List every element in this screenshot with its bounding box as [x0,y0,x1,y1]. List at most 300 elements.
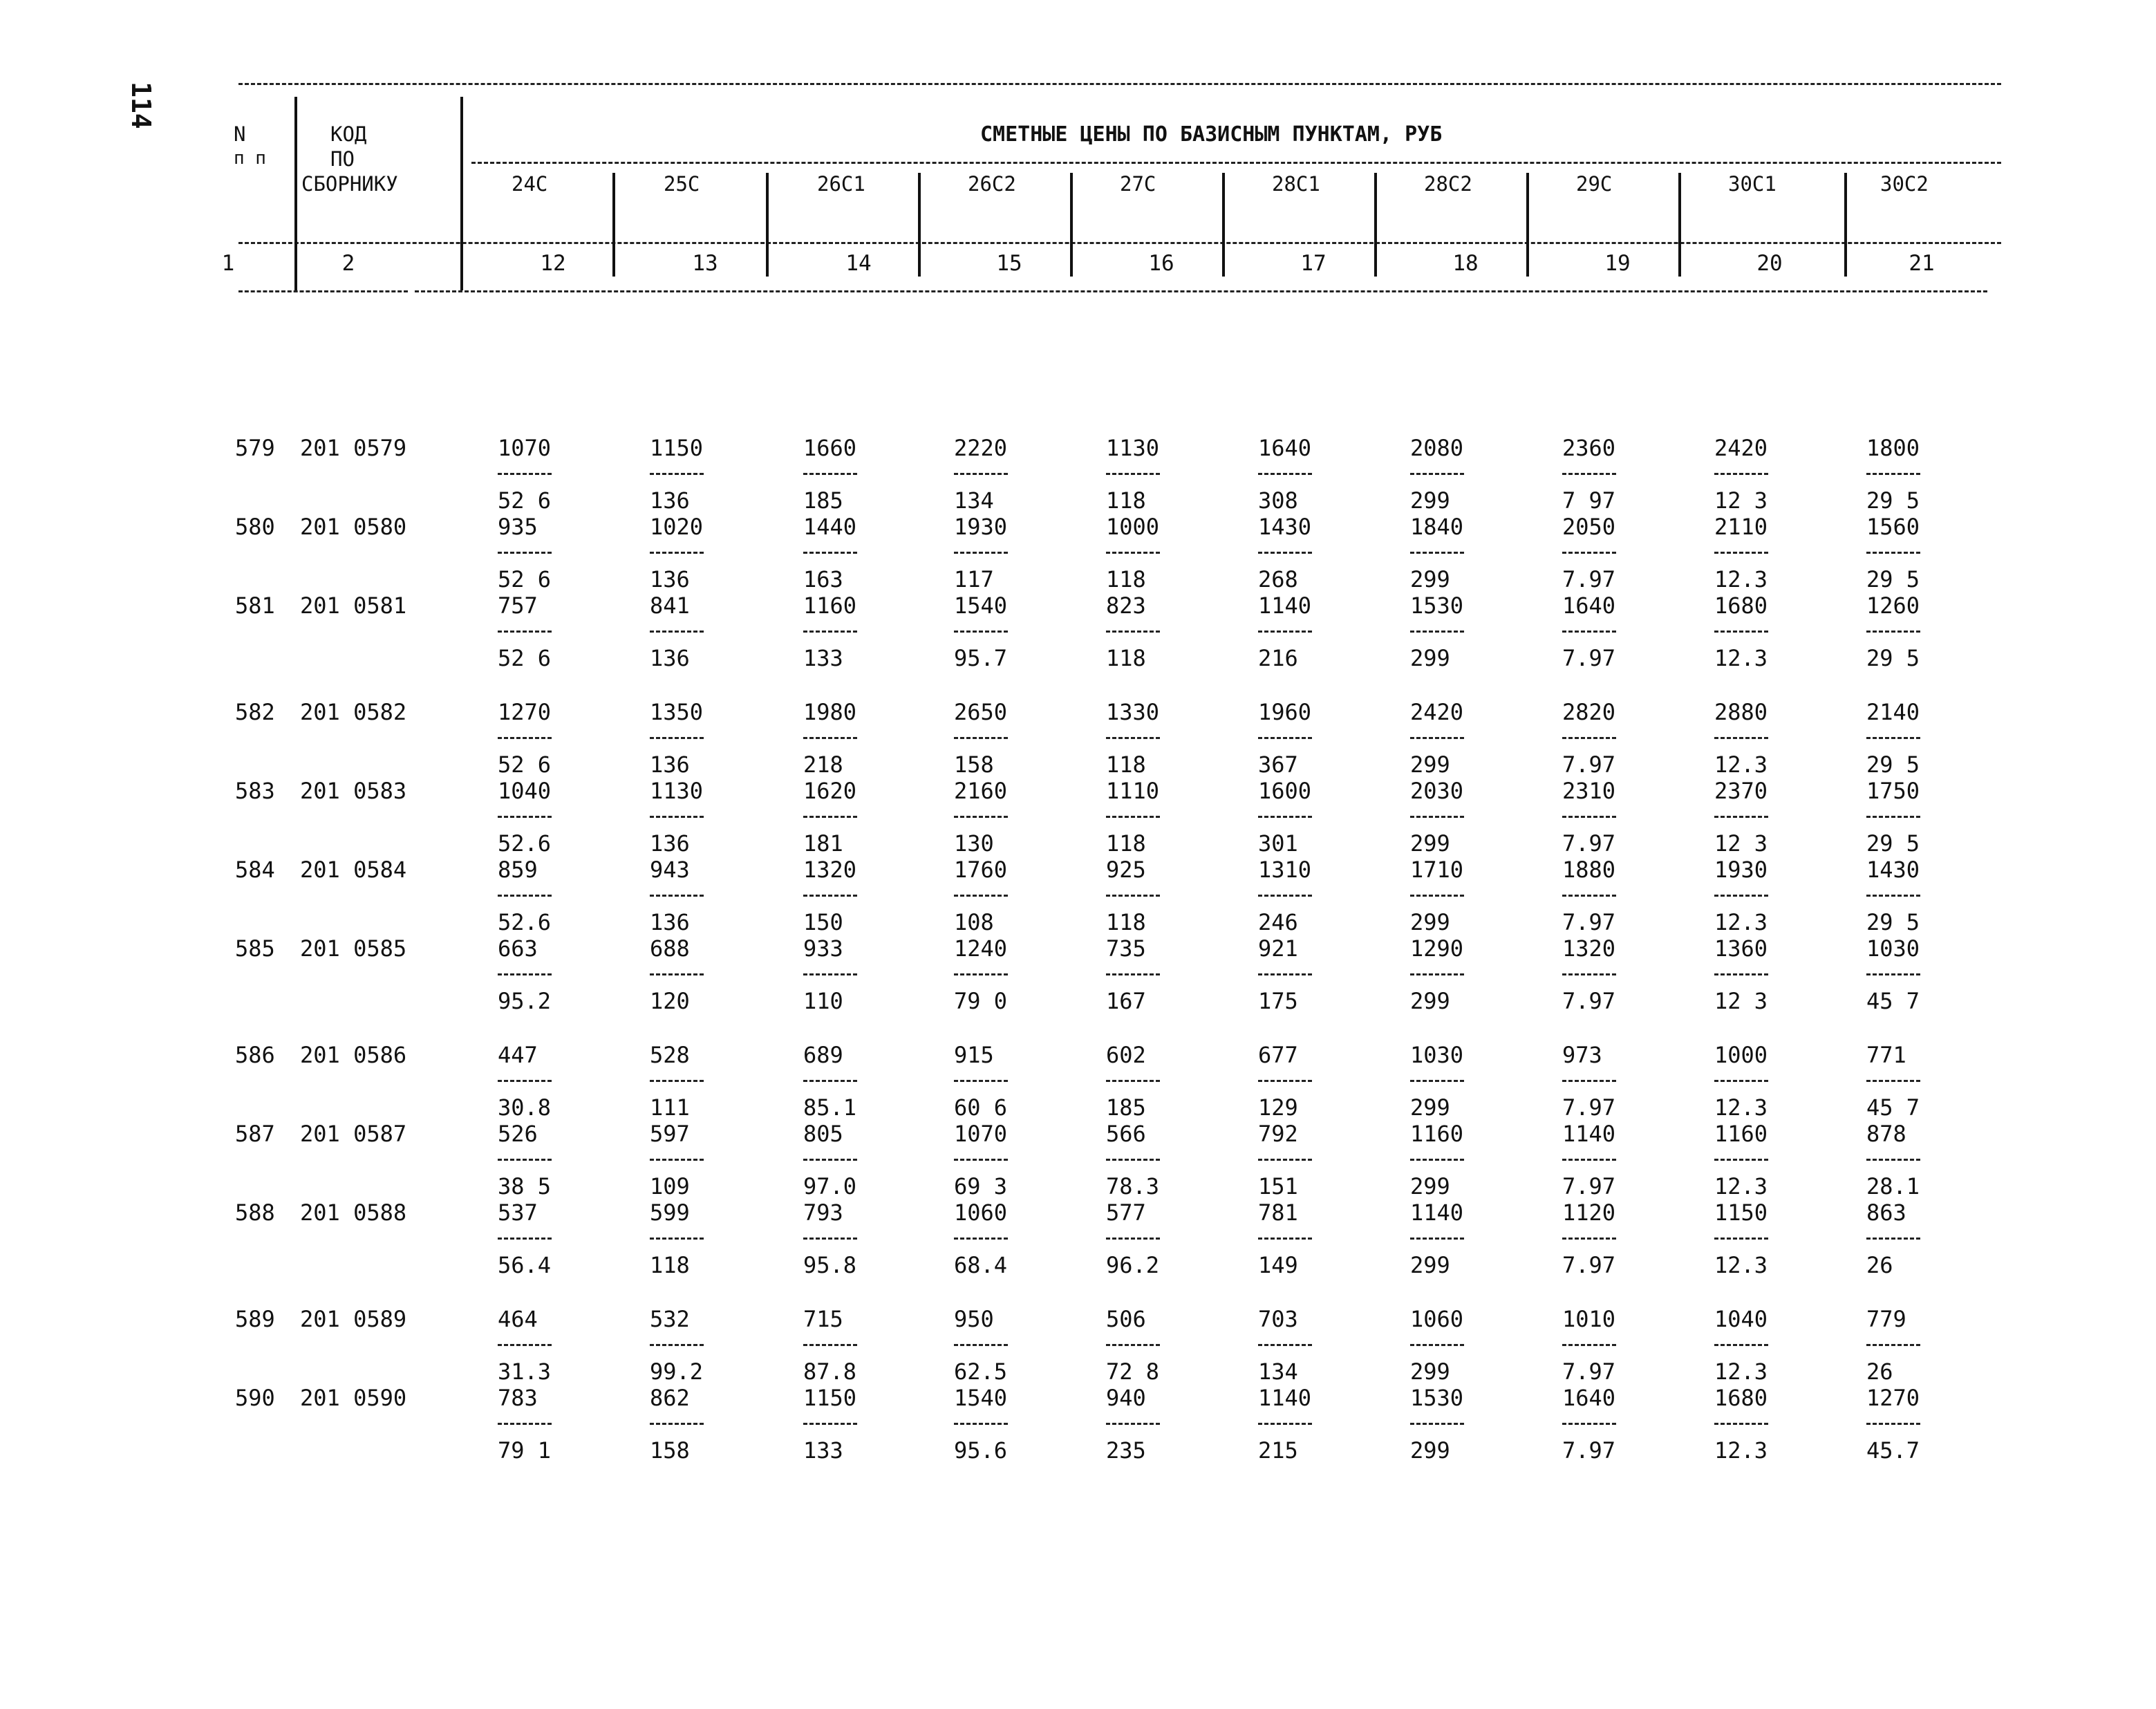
fraction-rule [498,1159,552,1161]
fraction-rule [1866,1423,1920,1425]
price-value: 950 [954,1306,994,1332]
price-base-value: 7.97 [1562,1437,1616,1464]
fraction-rule [1714,737,1768,739]
fraction-rule [803,473,857,475]
price-base-value: 12 3 [1714,487,1768,514]
page-number: 114 [126,82,156,129]
price-value: 1620 [803,778,857,804]
price-base-value: 299 [1410,1437,1450,1464]
price-base-value: 60 6 [954,1094,1008,1121]
price-base-value: 136 [650,566,690,592]
price-value: 792 [1258,1121,1298,1147]
price-value: 841 [650,592,690,619]
price-base-value: 28.1 [1866,1173,1920,1199]
price-value: 599 [650,1199,690,1226]
price-base-value: 12.3 [1714,1094,1768,1121]
price-value: 863 [1866,1199,1906,1226]
price-base-value: 26 [1866,1252,1893,1278]
price-base-value: 109 [650,1173,690,1199]
price-base-value: 52.6 [498,909,552,935]
price-base-value: 167 [1106,988,1146,1014]
price-value: 1160 [803,592,857,619]
col-number: 20 [1756,251,1783,276]
fraction-rule [1106,973,1160,975]
price-value: 703 [1258,1306,1298,1332]
price-base-value: 299 [1410,566,1450,592]
row-number: 584 [235,857,275,883]
price-base-value: 45 7 [1866,1094,1920,1121]
fraction-rule [1714,1344,1768,1346]
price-value: 1240 [954,935,1008,962]
fraction-rule [1106,737,1160,739]
row-number: 585 [235,935,275,962]
header-rule [238,242,2001,244]
fraction-rule [1562,1159,1616,1161]
price-base-value: 175 [1258,988,1298,1014]
fraction-rule [1562,737,1616,739]
fraction-rule [1714,1159,1768,1161]
price-base-value: 12.3 [1714,566,1768,592]
fraction-rule [803,1423,857,1425]
price-base-value: 72 8 [1106,1358,1160,1385]
price-value: 1560 [1866,514,1920,540]
fraction-rule [1866,895,1920,897]
col-code-label: КОД [330,122,367,146]
price-base-value: 95.7 [954,645,1008,671]
fraction-rule [1866,737,1920,739]
price-base-value: 12.3 [1714,909,1768,935]
price-value: 878 [1866,1121,1906,1147]
fraction-rule [1106,1159,1160,1161]
point-header-26С1: 26С1 [817,172,865,196]
price-value: 1660 [803,435,857,461]
price-value: 1130 [650,778,704,804]
fraction-rule [954,895,1008,897]
fraction-rule [1106,631,1160,633]
price-value: 1430 [1258,514,1312,540]
price-value: 602 [1106,1042,1146,1068]
fraction-rule [954,1423,1008,1425]
fraction-rule [803,631,857,633]
price-value: 1310 [1258,857,1312,883]
fraction-rule [1410,816,1464,818]
price-base-value: 29 5 [1866,909,1920,935]
fraction-rule [650,1159,704,1161]
fraction-rule [1714,631,1768,633]
price-value: 823 [1106,592,1146,619]
price-base-value: 235 [1106,1437,1146,1464]
fraction-rule [1106,1344,1160,1346]
fraction-rule [1106,1080,1160,1082]
header-divider [1222,173,1225,277]
header-divider [294,97,297,290]
fraction-rule [1866,631,1920,633]
price-base-value: 136 [650,487,690,514]
price-base-value: 185 [803,487,843,514]
price-value: 1000 [1106,514,1160,540]
price-base-value: 118 [1106,566,1146,592]
fraction-rule [650,973,704,975]
price-base-value: 79 0 [954,988,1008,1014]
fraction-rule [1410,631,1464,633]
fraction-rule [1410,1238,1464,1240]
price-base-value: 118 [1106,830,1146,857]
price-base-value: 7.97 [1562,751,1616,778]
price-value: 532 [650,1306,690,1332]
fraction-rule [954,973,1008,975]
fraction-rule [498,631,552,633]
row-number: 590 [235,1385,275,1411]
header-rule [238,83,2001,85]
price-base-value: 87.8 [803,1358,857,1385]
price-value: 793 [803,1199,843,1226]
price-base-value: 52.6 [498,830,552,857]
price-value: 2050 [1562,514,1616,540]
col-number: 2 [341,251,355,276]
price-value: 915 [954,1042,994,1068]
price-base-value: 299 [1410,1173,1450,1199]
price-base-value: 111 [650,1094,690,1121]
fraction-rule [803,816,857,818]
fraction-rule [954,473,1008,475]
price-value: 933 [803,935,843,962]
price-value: 2880 [1714,699,1768,725]
fraction-rule [954,816,1008,818]
price-base-value: 7 97 [1562,487,1616,514]
price-base-value: 130 [954,830,994,857]
fraction-rule [498,973,552,975]
price-value: 526 [498,1121,538,1147]
price-value: 1150 [803,1385,857,1411]
price-base-value: 308 [1258,487,1298,514]
price-value: 2160 [954,778,1008,804]
price-value: 2140 [1866,699,1920,725]
price-base-value: 29 5 [1866,487,1920,514]
fraction-rule [1562,473,1616,475]
price-base-value: 117 [954,566,994,592]
price-base-value: 215 [1258,1437,1298,1464]
point-header-30С1: 30С1 [1728,172,1777,196]
price-value: 859 [498,857,538,883]
price-value: 779 [1866,1306,1906,1332]
fraction-rule [1562,1238,1616,1240]
fraction-rule [954,1344,1008,1346]
price-base-value: 136 [650,751,690,778]
row-code: 201 0581 [300,592,407,619]
fraction-rule [803,1080,857,1082]
price-base-value: 299 [1410,830,1450,857]
price-value: 2820 [1562,699,1616,725]
price-value: 1530 [1410,1385,1464,1411]
price-value: 1160 [1714,1121,1768,1147]
price-base-value: 120 [650,988,690,1014]
header-rule [415,290,1987,292]
price-value: 2220 [954,435,1008,461]
price-value: 2360 [1562,435,1616,461]
fraction-rule [1410,1080,1464,1082]
header-divider [1526,173,1529,277]
price-base-value: 30.8 [498,1094,552,1121]
fraction-rule [954,1080,1008,1082]
price-base-value: 299 [1410,1358,1450,1385]
fraction-rule [1258,1159,1312,1161]
col-number: 1 [221,251,235,276]
row-number: 586 [235,1042,275,1068]
price-value: 506 [1106,1306,1146,1332]
fraction-rule [1714,552,1768,554]
fraction-rule [1106,895,1160,897]
row-number: 583 [235,778,275,804]
header-divider [766,173,769,277]
price-value: 940 [1106,1385,1146,1411]
price-value: 1040 [1714,1306,1768,1332]
col-number: 13 [692,251,718,276]
price-base-value: 163 [803,566,843,592]
price-base-value: 118 [1106,487,1146,514]
price-value: 1060 [1410,1306,1464,1332]
price-value: 783 [498,1385,538,1411]
fraction-rule [1106,473,1160,475]
fraction-rule [498,816,552,818]
price-base-value: 133 [803,645,843,671]
price-value: 757 [498,592,538,619]
price-base-value: 129 [1258,1094,1298,1121]
fraction-rule [650,473,704,475]
price-base-value: 52 6 [498,645,552,671]
fraction-rule [1714,895,1768,897]
row-code: 201 0586 [300,1042,407,1068]
price-base-value: 79 1 [498,1437,552,1464]
price-base-value: 185 [1106,1094,1146,1121]
fraction-rule [803,1238,857,1240]
col-number: 19 [1604,251,1631,276]
row-code: 201 0589 [300,1306,407,1332]
fraction-rule [650,1080,704,1082]
fraction-rule [1714,1423,1768,1425]
col-number: 14 [845,251,872,276]
price-value: 781 [1258,1199,1298,1226]
header-divider [1374,173,1377,277]
fraction-rule [498,895,552,897]
point-header-26С2: 26С2 [968,172,1016,196]
fraction-rule [1866,1159,1920,1161]
price-value: 577 [1106,1199,1146,1226]
fraction-rule [650,1423,704,1425]
fraction-rule [1866,816,1920,818]
price-header-title: СМЕТНЫЕ ЦЕНЫ ПО БАЗИСНЫМ ПУНКТАМ, РУБ [980,122,1443,147]
fraction-rule [650,552,704,554]
price-value: 1980 [803,699,857,725]
col-number: 16 [1148,251,1174,276]
fraction-rule [1258,1344,1312,1346]
price-value: 1640 [1562,1385,1616,1411]
price-base-value: 68.4 [954,1252,1008,1278]
price-value: 973 [1562,1042,1602,1068]
col-code-label: ПО [330,147,355,171]
price-base-value: 133 [803,1437,843,1464]
point-header-30С2: 30С2 [1880,172,1929,196]
price-value: 1360 [1714,935,1768,962]
price-value: 2420 [1714,435,1768,461]
price-value: 1330 [1106,699,1160,725]
price-value: 1530 [1410,592,1464,619]
price-base-value: 12 3 [1714,988,1768,1014]
row-number: 587 [235,1121,275,1147]
price-value: 1930 [1714,857,1768,883]
point-header-24С: 24С [512,172,548,196]
fraction-rule [803,552,857,554]
price-value: 862 [650,1385,690,1411]
fraction-rule [803,895,857,897]
fraction-rule [803,1159,857,1161]
fraction-rule [954,1238,1008,1240]
price-base-value: 12.3 [1714,645,1768,671]
price-base-value: 29 5 [1866,751,1920,778]
fraction-rule [954,1159,1008,1161]
price-base-value: 7.97 [1562,566,1616,592]
price-value: 663 [498,935,538,962]
header-divider [1844,173,1847,277]
price-value: 2370 [1714,778,1768,804]
col-number: 18 [1452,251,1479,276]
price-base-value: 95.6 [954,1437,1008,1464]
fraction-rule [1562,552,1616,554]
price-base-value: 299 [1410,487,1450,514]
fraction-rule [1866,473,1920,475]
price-base-value: 299 [1410,988,1450,1014]
row-number: 588 [235,1199,275,1226]
fraction-rule [498,737,552,739]
price-base-value: 299 [1410,751,1450,778]
price-base-value: 96.2 [1106,1252,1160,1278]
price-base-value: 7.97 [1562,988,1616,1014]
price-value: 1760 [954,857,1008,883]
price-value: 715 [803,1306,843,1332]
fraction-rule [954,552,1008,554]
fraction-rule [1410,1344,1464,1346]
fraction-rule [1562,1423,1616,1425]
price-value: 1070 [498,435,552,461]
row-code: 201 0587 [300,1121,407,1147]
price-value: 1030 [1410,1042,1464,1068]
price-base-value: 52 6 [498,751,552,778]
price-base-value: 97.0 [803,1173,857,1199]
price-value: 2110 [1714,514,1768,540]
price-value: 1880 [1562,857,1616,883]
price-base-value: 45.7 [1866,1437,1920,1464]
price-value: 2310 [1562,778,1616,804]
row-code: 201 0583 [300,778,407,804]
price-value: 1260 [1866,592,1920,619]
price-value: 1270 [1866,1385,1920,1411]
price-base-value: 78.3 [1106,1173,1160,1199]
fraction-rule [1410,895,1464,897]
price-base-value: 299 [1410,1094,1450,1121]
fraction-rule [1714,1238,1768,1240]
price-value: 1540 [954,1385,1008,1411]
price-base-value: 181 [803,830,843,857]
price-base-value: 99.2 [650,1358,704,1385]
price-value: 2650 [954,699,1008,725]
row-code: 201 0588 [300,1199,407,1226]
price-base-value: 136 [650,830,690,857]
fraction-rule [1410,1159,1464,1161]
row-code: 201 0590 [300,1385,407,1411]
price-value: 935 [498,514,538,540]
row-number: 582 [235,699,275,725]
price-base-value: 52 6 [498,487,552,514]
fraction-rule [1866,973,1920,975]
price-base-value: 118 [650,1252,690,1278]
col-n-label: N [234,122,246,146]
row-number: 589 [235,1306,275,1332]
price-base-value: 45 7 [1866,988,1920,1014]
price-value: 1150 [1714,1199,1768,1226]
price-base-value: 118 [1106,645,1146,671]
price-value: 1070 [954,1121,1008,1147]
fraction-rule [1258,1423,1312,1425]
price-base-value: 246 [1258,909,1298,935]
row-number: 579 [235,435,275,461]
price-value: 1960 [1258,699,1312,725]
fraction-rule [1562,1080,1616,1082]
price-value: 1430 [1866,857,1920,883]
price-value: 1160 [1410,1121,1464,1147]
price-value: 805 [803,1121,843,1147]
price-value: 1130 [1106,435,1160,461]
point-header-25С: 25С [664,172,700,196]
price-value: 1440 [803,514,857,540]
header-divider [918,173,921,277]
price-value: 464 [498,1306,538,1332]
fraction-rule [1106,552,1160,554]
price-base-value: 150 [803,909,843,935]
price-value: 689 [803,1042,843,1068]
fraction-rule [1258,895,1312,897]
price-value: 1840 [1410,514,1464,540]
fraction-rule [1714,973,1768,975]
header-rule [471,162,2001,164]
price-value: 1600 [1258,778,1312,804]
price-value: 1270 [498,699,552,725]
fraction-rule [1258,1080,1312,1082]
price-base-value: 158 [954,751,994,778]
point-header-28С2: 28С2 [1424,172,1472,196]
price-base-value: 118 [1106,751,1146,778]
price-value: 1140 [1410,1199,1464,1226]
price-value: 677 [1258,1042,1298,1068]
fraction-rule [498,1344,552,1346]
price-value: 528 [650,1042,690,1068]
price-base-value: 136 [650,909,690,935]
price-value: 1320 [1562,935,1616,962]
fraction-rule [1866,1238,1920,1240]
col-number: 15 [996,251,1022,276]
row-code: 201 0584 [300,857,407,883]
row-code: 201 0579 [300,435,407,461]
price-value: 1320 [803,857,857,883]
price-base-value: 31.3 [498,1358,552,1385]
price-base-value: 69 3 [954,1173,1008,1199]
fraction-rule [1866,1344,1920,1346]
fraction-rule [1258,816,1312,818]
price-value: 1800 [1866,435,1920,461]
price-base-value: 12.3 [1714,1437,1768,1464]
price-base-value: 299 [1410,1252,1450,1278]
fraction-rule [1106,1423,1160,1425]
price-value: 1680 [1714,592,1768,619]
price-value: 943 [650,857,690,883]
